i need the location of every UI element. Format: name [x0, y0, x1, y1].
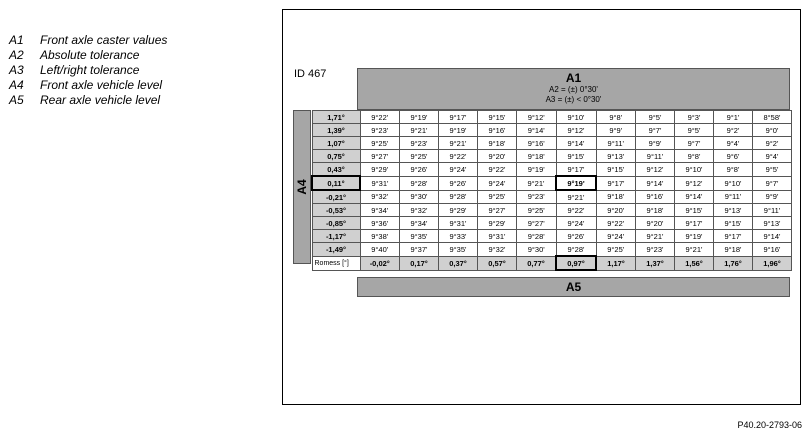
caster-value-cell: 9°0' — [753, 124, 792, 137]
caster-value-cell: 9°26' — [400, 163, 439, 177]
id-label: ID 467 — [294, 68, 327, 80]
caster-value-cell: 9°13' — [714, 204, 753, 217]
caster-value-cell: 9°27' — [517, 217, 557, 230]
a5-footer: A5 — [357, 277, 790, 297]
caster-value-cell: 9°15' — [714, 217, 753, 230]
caster-value-cell: 9°28' — [517, 230, 557, 243]
caster-value-cell: 9°7' — [675, 137, 714, 150]
caster-value-cell: 9°16' — [478, 124, 517, 137]
caster-value-cell: 9°35' — [400, 230, 439, 243]
caster-value-cell: 9°21' — [675, 243, 714, 257]
caster-value-cell: 9°10' — [675, 163, 714, 177]
caster-value-cell: 9°5' — [753, 163, 792, 177]
caster-value-cell: 9°16' — [636, 190, 675, 204]
legend-key: A5 — [9, 93, 24, 107]
caster-value-cell: 9°28' — [400, 176, 439, 190]
a2-tolerance: A2 = (±) 0°30' — [549, 85, 598, 94]
caster-value-cell: 9°27' — [360, 150, 400, 163]
table-row — [312, 230, 792, 243]
legend-key: A3 — [9, 63, 24, 77]
caster-value-cell: 9°21' — [556, 190, 596, 204]
rear-axle-level-cell: 0,57° — [478, 256, 517, 270]
caster-value-cell: 9°28' — [556, 243, 596, 257]
caster-value-cell: 9°9' — [596, 124, 636, 137]
caster-value-cell: 9°15' — [556, 150, 596, 163]
caster-value-cell: 9°17' — [714, 230, 753, 243]
legend-text: Front axle vehicle level — [40, 78, 163, 92]
caster-value-cell: 9°13' — [596, 150, 636, 163]
caster-value-cell: 9°30' — [517, 243, 557, 257]
caster-value-cell: 9°29' — [439, 204, 478, 217]
caster-value-cell: 9°11' — [636, 150, 675, 163]
front-axle-level-cell: 0,43° — [312, 163, 360, 177]
caster-value-cell: 9°40' — [360, 243, 400, 257]
caster-value-cell: 9°22' — [556, 204, 596, 217]
caster-value-cell: 9°10' — [556, 111, 596, 124]
caster-value-cell: 9°24' — [556, 217, 596, 230]
caster-value-cell: 9°32' — [478, 243, 517, 257]
caster-value-cell: 9°15' — [478, 111, 517, 124]
caster-value-cell: 9°20' — [478, 150, 517, 163]
caster-value-cell: 9°20' — [636, 217, 675, 230]
front-axle-level-cell: 1,07° — [312, 137, 360, 150]
legend-item-a5 — [9, 93, 167, 108]
caster-value-cell: 9°36' — [360, 217, 400, 230]
table-row — [312, 243, 792, 257]
caster-value-cell: 9°25' — [478, 190, 517, 204]
a1-title: A1 — [565, 71, 582, 85]
table-row — [312, 137, 792, 150]
caster-value-cell: 9°8' — [714, 163, 753, 177]
caster-value-cell: 9°16' — [753, 243, 792, 257]
caster-value-cell: 9°12' — [556, 124, 596, 137]
caster-value-cell: 9°34' — [400, 217, 439, 230]
legend-key: A1 — [9, 33, 24, 47]
caster-value-cell: 9°18' — [517, 150, 557, 163]
rear-axle-level-cell: 1,96° — [753, 256, 792, 270]
caster-value-cell: 9°2' — [714, 124, 753, 137]
caster-value-cell: 9°9' — [753, 190, 792, 204]
caster-value-cell: 9°18' — [478, 137, 517, 150]
rear-axle-level-cell: 0,37° — [439, 256, 478, 270]
legend-key: A2 — [9, 48, 24, 62]
rear-axle-level-cell: 1,56° — [675, 256, 714, 270]
caster-value-cell: 9°33' — [439, 230, 478, 243]
caster-value-cell: 9°31' — [360, 176, 400, 190]
table-row — [312, 163, 792, 177]
caster-value-cell: 9°1' — [714, 111, 753, 124]
caster-value-cell: 9°31' — [478, 230, 517, 243]
romess-row — [312, 256, 792, 270]
caster-value-cell: 9°23' — [360, 124, 400, 137]
legend-item-a1 — [9, 33, 167, 48]
caster-value-cell: 9°25' — [360, 137, 400, 150]
caster-value-cell: 9°11' — [753, 204, 792, 217]
caster-value-cell: 9°27' — [478, 204, 517, 217]
caster-value-cell: 9°38' — [360, 230, 400, 243]
caster-value-cell: 9°5' — [675, 124, 714, 137]
caster-value-cell: 9°17' — [596, 176, 636, 190]
caster-value-cell: 9°8' — [596, 111, 636, 124]
front-axle-level-cell: 0,11° — [312, 176, 360, 190]
caster-value-cell: 9°32' — [360, 190, 400, 204]
caster-value-cell: 9°14' — [753, 230, 792, 243]
caster-table — [311, 110, 792, 271]
table-row — [312, 190, 792, 204]
caster-value-cell: 9°19' — [400, 111, 439, 124]
caster-value-cell: 9°26' — [439, 176, 478, 190]
caster-value-cell: 9°7' — [753, 176, 792, 190]
caster-value-cell: 9°6' — [714, 150, 753, 163]
caster-value-cell: 9°29' — [360, 163, 400, 177]
caster-value-cell: 9°26' — [556, 230, 596, 243]
caster-value-cell: 9°37' — [400, 243, 439, 257]
caster-value-cell: 9°15' — [675, 204, 714, 217]
caster-value-cell: 9°22' — [478, 163, 517, 177]
caster-value-cell: 9°14' — [636, 176, 675, 190]
a4-label: A4 — [295, 179, 309, 195]
table-row — [312, 150, 792, 163]
caster-value-cell: 9°17' — [439, 111, 478, 124]
table-row — [312, 217, 792, 230]
caster-value-cell: 9°19' — [517, 163, 557, 177]
caster-value-cell: 9°10' — [714, 176, 753, 190]
legend-item-a2 — [9, 48, 167, 63]
caster-value-cell: 9°34' — [360, 204, 400, 217]
caster-value-cell: 9°23' — [400, 137, 439, 150]
table-row — [312, 111, 792, 124]
caster-value-cell: 9°14' — [517, 124, 557, 137]
a3-tolerance: A3 = (±) < 0°30' — [545, 95, 602, 104]
caster-value-cell: 9°22' — [439, 150, 478, 163]
caster-value-cell: 9°24' — [478, 176, 517, 190]
caster-value-cell: 9°14' — [675, 190, 714, 204]
a1-header — [357, 68, 790, 110]
caster-value-cell: 9°19' — [439, 124, 478, 137]
caster-value-cell: 9°7' — [636, 124, 675, 137]
caster-value-cell: 9°25' — [517, 204, 557, 217]
legend-text: Rear axle vehicle level — [40, 93, 161, 107]
legend — [9, 33, 167, 108]
legend-item-a4 — [9, 78, 167, 93]
caster-value-cell: 9°4' — [714, 137, 753, 150]
rear-axle-level-cell: 1,76° — [714, 256, 753, 270]
rear-axle-level-cell: -0,02° — [360, 256, 400, 270]
caster-value-cell: 8°58' — [753, 111, 792, 124]
caster-value-cell: 9°24' — [439, 163, 478, 177]
caster-value-cell: 9°11' — [596, 137, 636, 150]
rear-axle-level-cell: 1,37° — [636, 256, 675, 270]
caster-value-cell: 9°16' — [517, 137, 557, 150]
front-axle-level-cell: -0,53° — [312, 204, 360, 217]
caster-value-cell: 9°22' — [596, 217, 636, 230]
legend-key: A4 — [9, 78, 24, 92]
rear-axle-level-cell: 0,77° — [517, 256, 557, 270]
caster-value-cell: 9°3' — [675, 111, 714, 124]
caster-value-cell: 9°19' — [675, 230, 714, 243]
caster-value-cell: 9°12' — [675, 176, 714, 190]
caster-value-cell: 9°17' — [556, 163, 596, 177]
caster-value-cell: 9°29' — [478, 217, 517, 230]
caster-value-cell: 9°35' — [439, 243, 478, 257]
caster-value-cell: 9°12' — [636, 163, 675, 177]
caster-value-cell: 9°19' — [556, 176, 596, 190]
reference-code: P40.20-2793-06 — [737, 420, 802, 430]
caster-value-cell: 9°23' — [517, 190, 557, 204]
table-row — [312, 176, 792, 190]
caster-value-cell: 9°13' — [753, 217, 792, 230]
front-axle-level-cell: 1,39° — [312, 124, 360, 137]
caster-value-cell: 9°30' — [400, 190, 439, 204]
caster-value-cell: 9°18' — [596, 190, 636, 204]
caster-value-cell: 9°28' — [439, 190, 478, 204]
legend-text: Front axle caster values — [40, 33, 168, 47]
caster-value-cell: 9°2' — [753, 137, 792, 150]
front-axle-level-cell: -0,21° — [312, 190, 360, 204]
caster-value-cell: 9°21' — [517, 176, 557, 190]
rear-axle-level-cell: 0,17° — [400, 256, 439, 270]
caster-value-cell: 9°32' — [400, 204, 439, 217]
caster-value-cell: 9°25' — [596, 243, 636, 257]
caster-value-cell: 9°9' — [636, 137, 675, 150]
caster-value-cell: 9°4' — [753, 150, 792, 163]
front-axle-level-cell: -1,49° — [312, 243, 360, 257]
caster-value-cell: 9°25' — [400, 150, 439, 163]
legend-text: Left/right tolerance — [40, 63, 140, 77]
caster-value-cell: 9°22' — [360, 111, 400, 124]
front-axle-level-cell: -1,17° — [312, 230, 360, 243]
caster-value-cell: 9°5' — [636, 111, 675, 124]
caster-value-cell: 9°21' — [439, 137, 478, 150]
caster-value-cell: 9°24' — [596, 230, 636, 243]
table-row — [312, 124, 792, 137]
caster-value-cell: 9°14' — [556, 137, 596, 150]
table-row — [312, 204, 792, 217]
front-axle-level-cell: -0,85° — [312, 217, 360, 230]
caster-value-cell: 9°15' — [596, 163, 636, 177]
legend-item-a3 — [9, 63, 167, 78]
caster-value-cell: 9°17' — [675, 217, 714, 230]
a4-bar — [293, 110, 311, 264]
caster-value-cell: 9°11' — [714, 190, 753, 204]
legend-text: Absolute tolerance — [40, 48, 140, 62]
rear-axle-level-cell: 1,17° — [596, 256, 636, 270]
caster-value-cell: 9°8' — [675, 150, 714, 163]
caster-value-cell: 9°18' — [636, 204, 675, 217]
rear-axle-level-cell: 0,97° — [556, 256, 596, 270]
caster-value-cell: 9°20' — [596, 204, 636, 217]
caster-value-cell: 9°21' — [636, 230, 675, 243]
caster-value-cell: 9°12' — [517, 111, 557, 124]
front-axle-level-cell: 1,71° — [312, 111, 360, 124]
caster-value-cell: 9°31' — [439, 217, 478, 230]
caster-value-cell: 9°21' — [400, 124, 439, 137]
front-axle-level-cell: 0,75° — [312, 150, 360, 163]
caster-value-cell: 9°23' — [636, 243, 675, 257]
romess-label: Romess [°] — [312, 256, 360, 270]
caster-value-cell: 9°18' — [714, 243, 753, 257]
